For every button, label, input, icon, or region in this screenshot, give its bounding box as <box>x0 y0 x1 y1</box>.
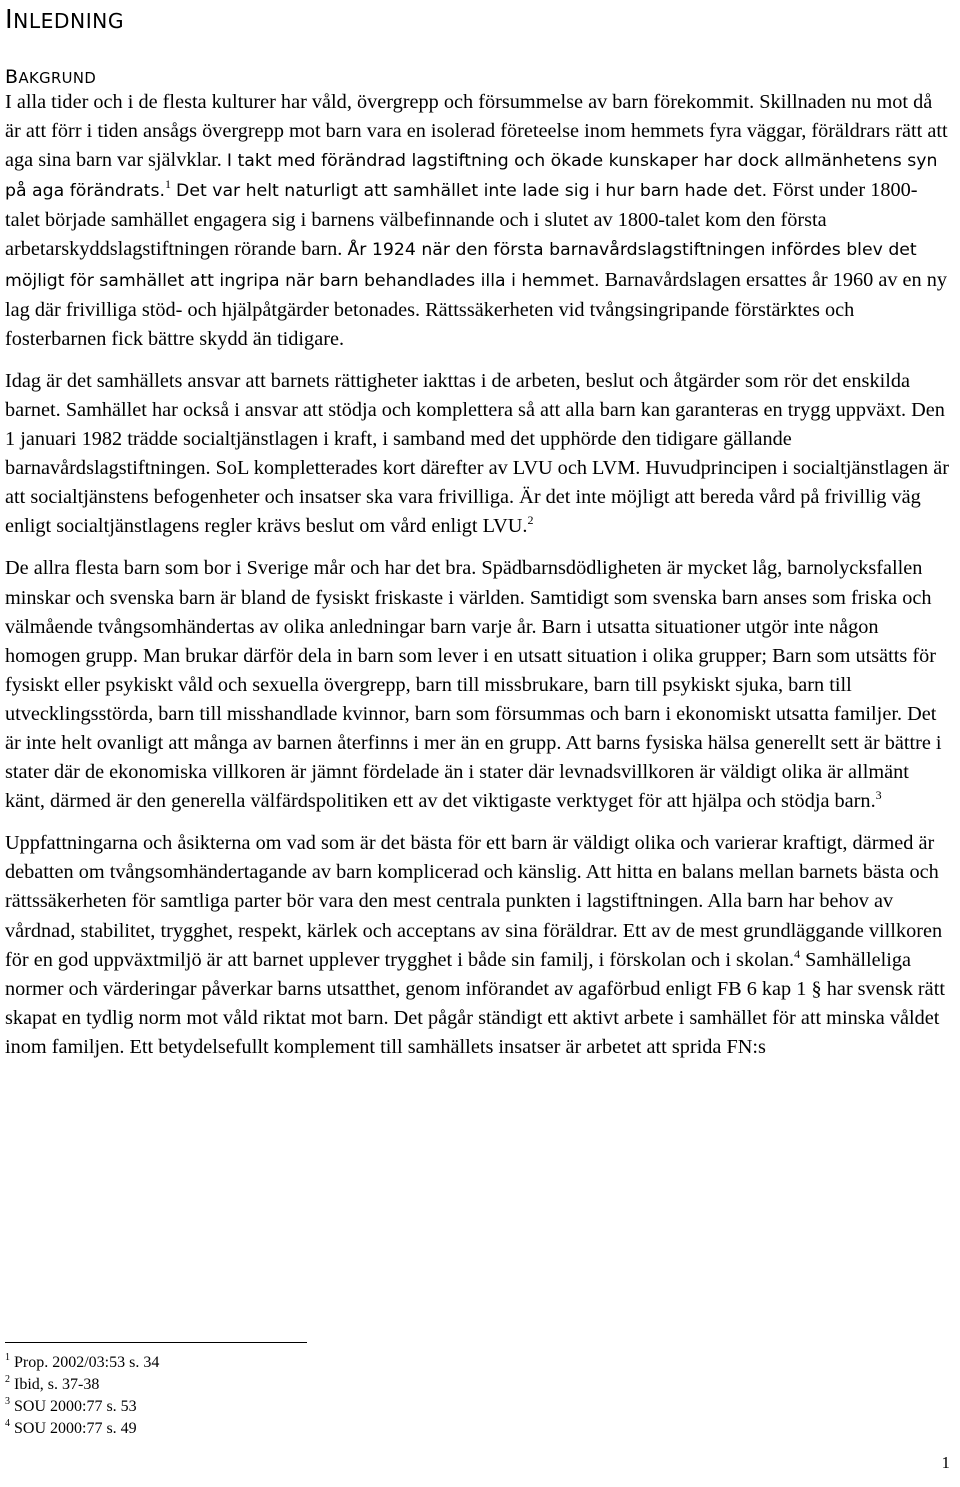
footnote-text: SOU 2000:77 s. 49 <box>14 1420 137 1437</box>
paragraph-1-part-5: År 1924 när den första barnavårdslagstiftningen infördes blev det möjligt för samhället att ingripa när barn behandlades illa i hemmet. <box>5 240 917 291</box>
footnote-item <box>5 1352 159 1374</box>
section-heading-rest: AKGRUND <box>18 70 97 87</box>
footnote-separator <box>5 1342 307 1343</box>
paragraph-3-text: De allra flesta barn som bor i Sverige mår och har det bra. Spädbarnsdödligheten är mycket låg, barnolycksfallen minskar och svenska barn är bland de fysiskt friskaste i världen. Samtidigt som svenska barn anses som friska och välmående tvångsomhändertas av olika anledningar barn varje år. Barn i utsatta situationer utgör inte någon homogen grupp. Man brukar därför dela in barn som lever i en utsatt situation i olika grupper; Barn som utsätts för fysiskt eller psykiskt våld och sexuella övergrepp, barn till missbrukare, barn till psykiskt sjuka, barn till utvecklingsstörda, barn till misshandlade kvinnor, barn som försummas och barn i ekonomiskt utsatta familjer. Det är inte helt ovanligt att många av barnen återfinns i mer än en grupp. Att barns fysiska hälsa generellt sett är bättre i stater där de ekonomiska villkoren är jämnt fördelade än i stater där levnadsvillkoren är väldigt olika är allmänt känt, därmed är den generella välfärdspolitiken ett av det viktigaste verktyget för att hjälpa och stödja barn. <box>5 557 942 813</box>
paragraph-2-text: Idag är det samhällets ansvar att barnets rättigheter iakttas i de arbeten, beslut och åtgärder som rör det enskilda barnet. Samhället har också i ansvar att stödja och komplettera så att alla barn kan garanteras en trygg uppväxt. Den 1 januari 1982 trädde socialtjänstlagen i kraft, i samband med det upphörde den tidigare gällande barnavårdslagstiftningen. SoL kompletterades kort därefter av LVU och LVM. Huvudprincipen i socialtjänstlagen är att socialtjänstens befogenheter och insatser ska vara frivilliga. Är det inte möjligt att bereda vård på frivillig väg enligt socialtjänstlagens regler krävs beslut om vård enligt LVU. <box>5 369 949 538</box>
chapter-heading-initial: I <box>5 5 14 35</box>
footnote-ref-2: 2 <box>527 513 534 528</box>
footnote-item <box>5 1396 159 1418</box>
footnote-ref-3: 3 <box>875 788 882 803</box>
paragraph-1-part-2: I takt med förändrad lagstiftning och ökade kunskaper har dock allmänhetens syn på aga förändrats. <box>5 151 938 202</box>
footnote-text: Ibid, s. 37-38 <box>14 1376 100 1393</box>
paragraph-1-part-6: Barnavårdslagen ersattes år 1960 av en ny lag där frivilliga stöd- och hjälpåtgärder betonades. Rättssäkerheten vid tvångsingripande förstärktes och fosterbarnen fick bättre skydd än tidigare. <box>5 268 948 350</box>
footnote-number: 1 <box>5 1352 10 1363</box>
section-heading-initial: B <box>5 66 19 88</box>
footnote-ref-4: 4 <box>794 946 801 961</box>
chapter-heading <box>5 0 953 54</box>
paragraph-1 <box>5 88 950 354</box>
paragraph-1-part-4: Först under 1800-talet började samhället engagera sig i barnens välbefinnande och i slutet av 1800-talet kom den första arbetarskyddslagstiftningen rörande barn. <box>5 179 918 261</box>
paragraph-3 <box>5 554 950 816</box>
footnote-text: Prop. 2002/03:53 s. 34 <box>14 1354 160 1371</box>
footnotes <box>5 1352 159 1440</box>
footnote-item <box>5 1374 159 1396</box>
footnote-number: 3 <box>5 1396 10 1407</box>
chapter-heading-rest: NLEDNING <box>13 9 125 33</box>
footnote-number: 4 <box>5 1418 10 1429</box>
paragraph-1-part-3: Det var helt naturligt att samhället inte lade sig i hur barn hade det. <box>176 181 768 202</box>
paragraph-4-text-1: Uppfattningarna och åsikterna om vad som är det bästa för ett barn är väldigt olika och varierar kraftigt, därmed är debatten om tvångsomhändertagande av barn komplicerad och känslig. Att hitta en balans mellan barnets bästa och rättssäkerheten för samtliga parter bör vara den mest centrala punkten i lagstiftningen. Alla barn har behov av vårdnad, stabilitet, trygghet, respekt, kärlek och acceptans av sina föräldrar. Ett av de mest grundläggande villkoren för en god uppväxtmiljö är att barnet upplever trygghet i både sin familj, i förskolan och i skolan. <box>5 832 943 971</box>
document-page <box>5 0 953 1075</box>
footnote-text: SOU 2000:77 s. 53 <box>14 1398 137 1415</box>
footnote-item <box>5 1418 159 1440</box>
paragraph-1-part-1: I alla tider och i de flesta kulturer har våld, övergrepp och försummelse av barn förekommit. Skillnaden nu mot då är att förr i tiden ansågs övergrepp mot barn vara en isolerad företeelse inom hemmets fyra väggar, föräldrars rätt att aga sina barn var självklar. <box>5 91 948 172</box>
page-number: 1 <box>941 1453 950 1472</box>
footnote-number: 2 <box>5 1374 10 1385</box>
paragraph-4 <box>5 829 950 1062</box>
paragraph-4-text-2: Samhälleliga normer och värderingar påverkar barns utsatthet, genom införandet av agaförbud enligt FB 6 kap 1 § har svensk rätt skapat en tydlig norm mot våld riktat mot barn. Det pågår ständigt ett aktivt arbete i samhället för att minska våldet inom familjen. Ett betydelsefullt komplement till samhällets insatser är arbetet att sprida FN:s <box>5 948 945 1058</box>
section-heading <box>5 54 953 88</box>
paragraph-2 <box>5 367 950 542</box>
footnote-ref-1: 1 <box>164 177 171 192</box>
